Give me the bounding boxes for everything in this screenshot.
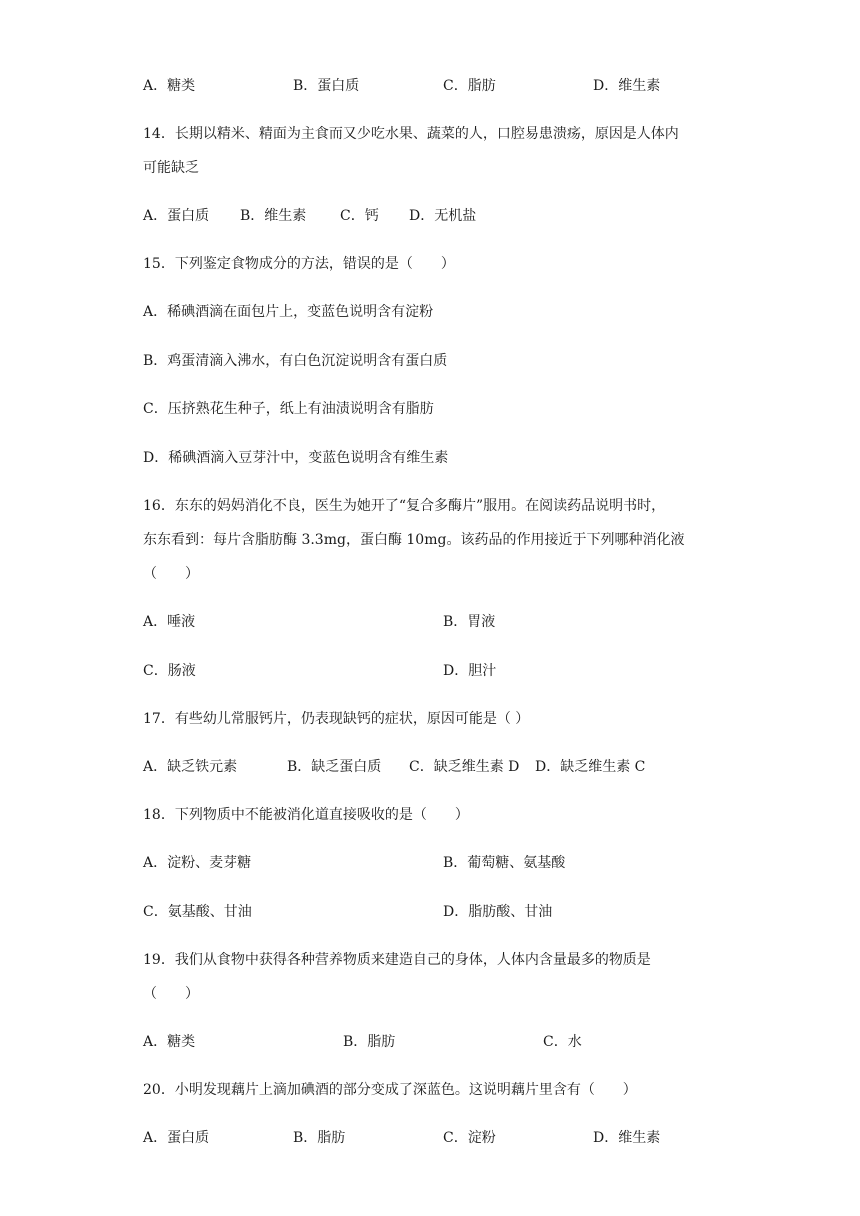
q13-option-d: D．维生素 — [593, 78, 661, 94]
q20-option-a: A．蛋白质 — [143, 1130, 210, 1146]
q17-option-a: A．缺乏铁元素 — [143, 759, 238, 775]
q18-option-c: C．氨基酸、甘油 — [143, 904, 252, 920]
q18-option-d: D．脂肪酸、甘油 — [443, 904, 553, 920]
q17-option-c: C．缺乏维生素 D — [409, 759, 520, 775]
q14-stem-line2: 可能缺乏 — [143, 160, 199, 176]
q16-option-b: B．胃液 — [443, 614, 496, 630]
q15-option-a: A．稀碘酒滴在面包片上，变蓝色说明含有淀粉 — [143, 304, 434, 320]
q18-option-b: B．葡萄糖、氨基酸 — [443, 855, 566, 871]
q16-option-d: D．胆汁 — [443, 663, 497, 679]
q19-stem-line2: （ ） — [143, 986, 199, 1002]
q16-option-c: C．肠液 — [143, 663, 196, 679]
q15-stem: 15．下列鉴定食物成分的方法，错误的是（ ） — [143, 256, 455, 272]
q16-stem-line3: （ ） — [143, 566, 199, 582]
q15-option-c: C．压挤熟花生种子，纸上有油渍说明含有脂肪 — [143, 401, 434, 417]
q16-stem-line2: 东东看到：每片含脂肪酶 3.3mg，蛋白酶 10mg。该药品的作用接近于下列哪种消化液 — [143, 532, 685, 548]
q17-option-b: B．缺乏蛋白质 — [287, 759, 382, 775]
q20-option-b: B．脂肪 — [293, 1130, 346, 1146]
q16-option-a: A．唾液 — [143, 614, 196, 630]
q15-option-d: D．稀碘酒滴入豆芽汁中，变蓝色说明含有维生素 — [143, 450, 449, 466]
q18-option-a: A．淀粉、麦芽糖 — [143, 855, 252, 871]
q19-option-c: C．水 — [543, 1034, 582, 1050]
q17-option-d: D．缺乏维生素 C — [535, 759, 646, 775]
q14-option-d: D．无机盐 — [409, 208, 477, 224]
q13-option-c: C．脂肪 — [443, 78, 496, 94]
q19-option-a: A．糖类 — [143, 1034, 196, 1050]
q13-option-a: A．糖类 — [143, 78, 196, 94]
q19-option-b: B．脂肪 — [343, 1034, 396, 1050]
q17-stem: 17．有些幼儿常服钙片，仍表现缺钙的症状，原因可能是（ ） — [143, 711, 530, 727]
q13-option-b: B．蛋白质 — [293, 78, 360, 94]
q18-stem: 18．下列物质中不能被消化道直接吸收的是（ ） — [143, 807, 469, 823]
q20-option-d: D．维生素 — [593, 1130, 661, 1146]
q16-stem-line1: 16．东东的妈妈消化不良，医生为她开了“复合多酶片”服用。在阅读药品说明书时， — [143, 498, 666, 514]
q20-option-c: C．淀粉 — [443, 1130, 496, 1146]
q14-option-c: C．钙 — [340, 208, 379, 224]
q20-stem: 20．小明发现藕片上滴加碘酒的部分变成了深蓝色。这说明藕片里含有（ ） — [143, 1082, 637, 1098]
q15-option-b: B．鸡蛋清滴入沸水，有白色沉淀说明含有蛋白质 — [143, 353, 448, 369]
q19-stem-line1: 19．我们从食物中获得各种营养物质来建造自己的身体，人体内含量最多的物质是 — [143, 952, 651, 968]
q14-option-a: A．蛋白质 — [143, 208, 210, 224]
q14-stem-line1: 14．长期以精米、精面为主食而又少吃水果、蔬菜的人，口腔易患溃疡，原因是人体内 — [143, 126, 679, 142]
q14-option-b: B．维生素 — [240, 208, 307, 224]
